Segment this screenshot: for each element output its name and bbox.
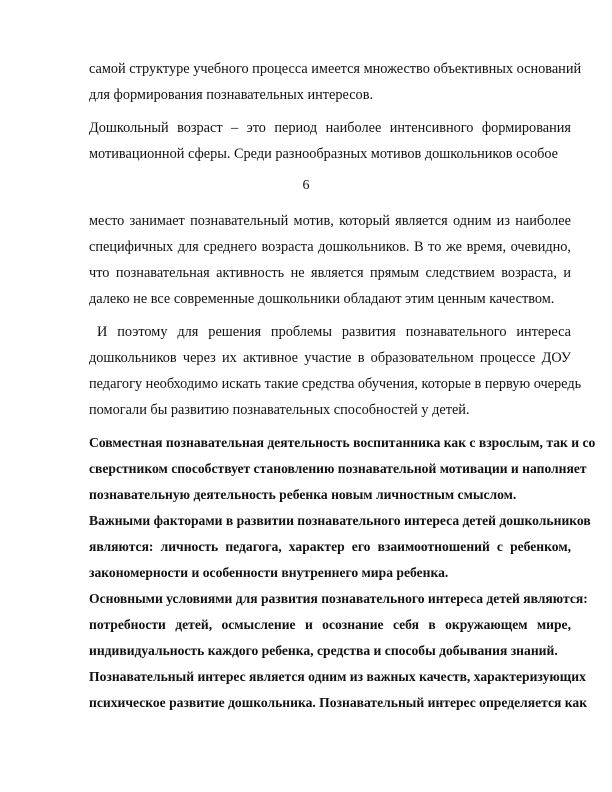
text-line: закономерности и особенности внутреннего мира ребенка.	[89, 565, 449, 580]
text-line: индивидуальность каждого ребенка, средства и способы добывания знаний.	[89, 643, 558, 658]
text-line: сверстником способствует становлению познавательной мотивации и наполняет	[89, 461, 587, 476]
text-line: педагогу необходимо искать такие средства обучения, которые в первую очередь	[89, 376, 582, 392]
text-line: Основными условиями для развития познавательного интереса детей являются:	[89, 591, 588, 606]
text-line: для формирования познавательных интересов.	[89, 87, 374, 103]
text-line: дошкольников через их активное участие в образовательном процессе ДОУ	[89, 350, 571, 366]
page-number: 6	[302, 178, 310, 193]
text-line: самой структуре учебного процесса имеется множество объективных оснований	[89, 61, 582, 77]
text-line: Важными факторами в развитии познавательного интереса детей дошкольников	[89, 513, 591, 528]
text-line: потребности детей, осмысление и осознание себя в окружающем мире,	[89, 617, 571, 632]
text-line: И поэтому для решения проблемы развития познавательного интереса	[97, 324, 571, 340]
text-line: специфичных для среднего возраста дошкольников. В то же время, очевидно,	[89, 239, 571, 255]
text-line: познавательную деятельность ребенка новым личностным смыслом.	[89, 487, 517, 502]
text-line: место занимает познавательный мотив, который является одним из наиболее	[89, 213, 571, 229]
text-line: помогали бы развитию познавательных способностей у детей.	[89, 402, 470, 418]
text-line: что познавательная активность не является прямым следствием возраста, и	[89, 265, 571, 281]
text-line: Дошкольный возраст – это период наиболее интенсивного формирования	[89, 120, 571, 136]
text-line: психическое развитие дошкольника. Познавательный интерес определяется как	[89, 695, 588, 710]
text-line: являются: личность педагога, характер его взаимоотношений с ребенком,	[89, 539, 571, 554]
text-line: Совместная познавательная деятельность воспитанника как с взрослым, так и со	[89, 435, 596, 450]
text-line: далеко не все современные дошкольники обладают этим ценным качеством.	[89, 291, 555, 307]
text-line: Познавательный интерес является одним из важных качеств, характеризующих	[89, 669, 586, 684]
text-line: мотивационной сферы. Среди разнообразных мотивов дошкольников особое	[89, 146, 559, 162]
